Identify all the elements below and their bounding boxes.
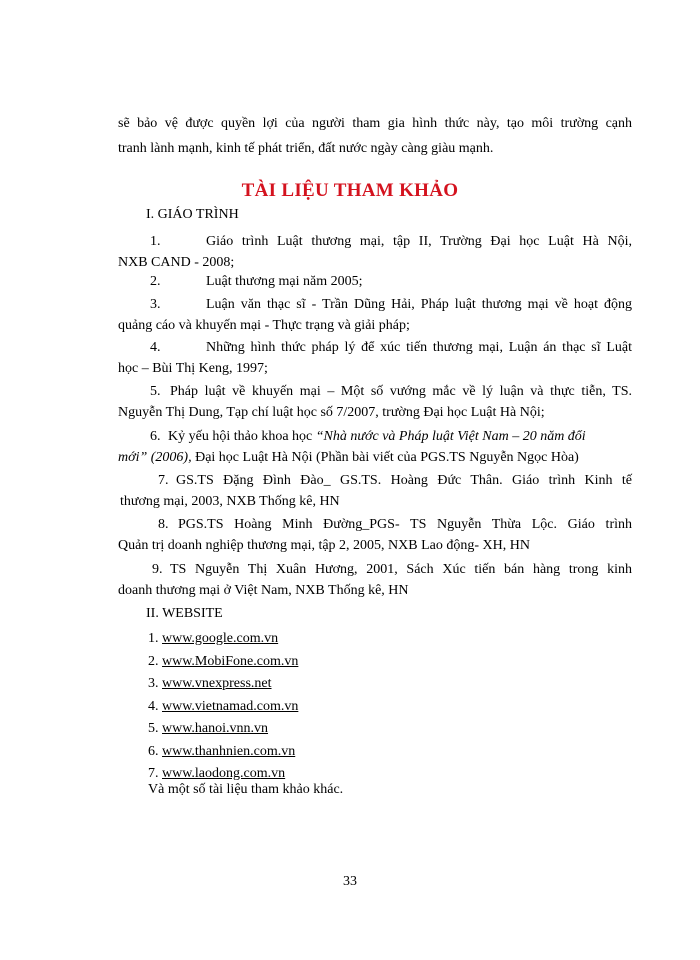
website-link[interactable]: www.laodong.com.vn	[162, 766, 286, 781]
website-number: 2.	[148, 653, 159, 669]
entry-text-italic: mới” (2006),	[118, 450, 192, 465]
section-heading-textbooks: I. GIÁO TRÌNH	[146, 207, 239, 222]
references-title: TÀI LIỆU THAM KHẢO	[241, 180, 459, 201]
entry-text-line1: Luận văn thạc sĩ - Trần Dũng Hải, Pháp luật thương mại về hoạt động	[206, 297, 632, 312]
website-link[interactable]: www.hanoi.vnn.vn	[162, 721, 269, 736]
reference-entry	[118, 294, 632, 336]
entry-number: 6.	[150, 429, 161, 444]
website-link[interactable]: www.thanhnien.com.vn	[162, 743, 296, 759]
closing-note: Và một số tài liệu tham khảo khác.	[148, 782, 344, 797]
reference-entry	[118, 559, 632, 601]
website-item	[148, 628, 298, 651]
website-item	[148, 696, 298, 719]
intro-line-1: sẽ bảo vệ được quyền lợi của người tham gia hình thức này, tạo môi trường cạnh	[118, 116, 632, 131]
website-list	[148, 628, 298, 786]
reference-entry	[118, 470, 632, 512]
entry-text-line2: NXB CAND - 2008;	[118, 255, 235, 270]
website-link[interactable]: www.MobiFone.com.vn	[162, 653, 299, 669]
entry-text-line2: thương mại, 2003, NXB Thống kê, HN	[120, 494, 340, 509]
entry-text-plain: Kỷ yếu hội thảo khoa học	[168, 429, 316, 444]
website-number: 4.	[148, 698, 159, 714]
intro-paragraph	[118, 111, 632, 161]
entry-number: 9.	[152, 562, 163, 577]
entry-text-line2: Quản trị doanh nghiệp thương mại, tập 2, 2005, NXB Lao động- XH, HN	[118, 538, 530, 553]
page-number: 33	[343, 874, 357, 889]
reference-entry	[118, 271, 632, 292]
entry-number: 8.	[158, 517, 169, 532]
entry-number: 2.	[150, 274, 161, 289]
entry-number: 3.	[150, 297, 161, 312]
website-item	[148, 673, 298, 696]
entry-number: 5.	[150, 384, 161, 399]
entry-text-line2: doanh thương mại ở Việt Nam, NXB Thống kê, HN	[118, 583, 409, 598]
entry-text-italic: “Nhà nước và Pháp luật Việt Nam – 20 năm đổi	[315, 429, 586, 444]
website-item	[148, 718, 298, 741]
entry-text-line2: quảng cáo và khuyến mại - Thực trạng và giải pháp;	[118, 318, 410, 333]
entry-number: 1.	[150, 234, 161, 249]
entry-number: 4.	[150, 340, 161, 355]
entry-text-line1: Pháp luật về khuyến mại – Một số vướng mắc về lý luận và thực tiễn, TS.	[170, 384, 632, 399]
entry-text-line1: Những hình thức pháp lý để xúc tiến thương mại, Luận án thạc sĩ Luật	[206, 340, 632, 355]
website-number: 3.	[148, 676, 159, 691]
reference-entry	[118, 231, 632, 273]
entry-text-line1: Giáo trình Luật thương mại, tập II, Trường Đại học Luật Hà Nội,	[206, 234, 632, 249]
website-number: 6.	[148, 743, 159, 759]
reference-entry	[118, 381, 632, 423]
reference-entry	[118, 337, 632, 379]
website-number: 5.	[148, 721, 159, 736]
reference-entry	[118, 426, 632, 468]
entry-text-plain: Đại học Luật Hà Nội (Phần bài viết của PGS.TS Nguyễn Ngọc Hòa)	[191, 450, 579, 465]
section-heading-websites: II. WEBSITE	[146, 606, 223, 621]
website-link[interactable]: www.google.com.vn	[162, 631, 279, 646]
entry-text-line1: Luật thương mại năm 2005;	[206, 274, 363, 289]
website-number: 7.	[148, 766, 159, 781]
entry-text-line2: học – Bùi Thị Keng, 1997;	[118, 361, 268, 376]
reference-entry	[118, 514, 632, 556]
website-link[interactable]: www.vnexpress.net	[162, 676, 272, 691]
entry-number: 7.	[158, 473, 169, 488]
website-number: 1.	[148, 631, 159, 646]
entry-text-line2	[118, 447, 632, 468]
entry-text-line1: PGS.TS Hoàng Minh Đường_PGS- TS Nguyễn Thừa Lộc. Giáo trình	[178, 517, 632, 532]
entry-text-line1: GS.TS Đặng Đình Đào_ GS.TS. Hoàng Đức Thân. Giáo trình Kinh tế	[176, 473, 632, 488]
entry-text-line1	[168, 426, 632, 447]
entry-text-line1: TS Nguyễn Thị Xuân Hương, 2001, Sách Xúc tiến bán hàng trong kinh	[170, 562, 632, 577]
website-item	[148, 651, 298, 674]
website-link[interactable]: www.vietnamad.com.vn	[162, 698, 299, 714]
website-item	[148, 741, 298, 764]
intro-line-2: tranh lành mạnh, kinh tế phát triển, đất nước ngày càng giàu mạnh.	[118, 141, 494, 156]
entry-text-line2: Nguyễn Thị Dung, Tạp chí luật học số 7/2007, trường Đại học Luật Hà Nội;	[118, 405, 545, 420]
